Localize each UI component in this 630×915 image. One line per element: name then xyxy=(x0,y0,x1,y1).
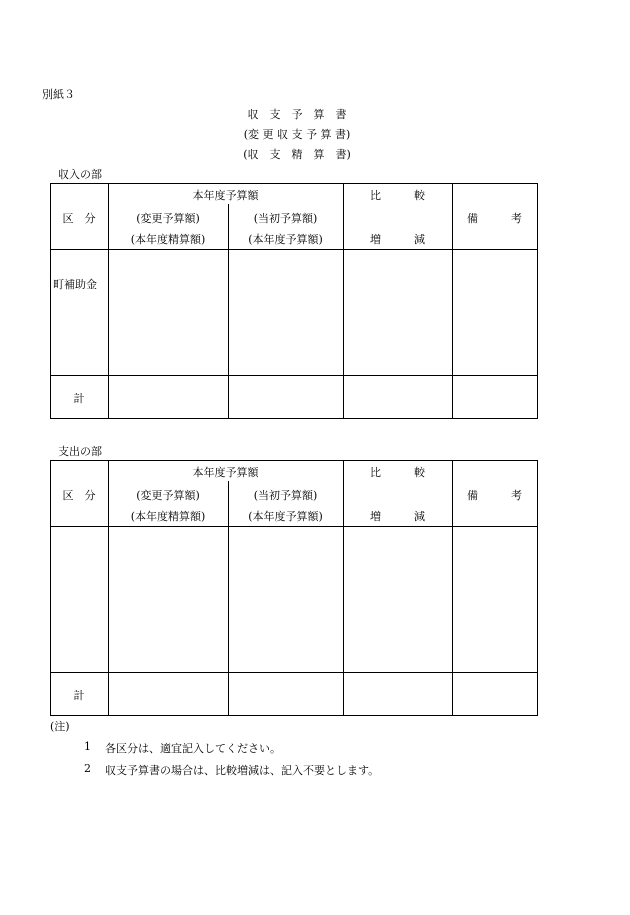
expense-category-header: 区 分 xyxy=(62,489,96,502)
note-1-text: 各区分は、適宜記入してください。 xyxy=(105,742,281,755)
expense-compare-line2: 増 減 xyxy=(370,510,425,523)
note-2-number: 2 xyxy=(84,762,91,775)
income-section-label: 収入の部 xyxy=(58,168,102,181)
expense-remarks-header: 備 考 xyxy=(467,489,522,502)
income-row-item: 町補助金 xyxy=(53,278,97,291)
expense-col1-line1: (変更予算額) xyxy=(136,489,200,502)
expense-budget-group-header: 本年度予算額 xyxy=(192,466,259,479)
title-main: 収 支 予 算 書 xyxy=(247,108,347,121)
expense-col1-line2: (本年度精算額) xyxy=(130,510,206,523)
income-col1-line1: (変更予算額) xyxy=(136,212,200,225)
expense-section-label: 支出の部 xyxy=(58,445,102,458)
expense-col2-line1: (当初予算額) xyxy=(253,489,318,502)
income-budget-group-header: 本年度予算額 xyxy=(192,189,259,202)
income-category-header: 区 分 xyxy=(62,212,96,225)
expense-compare-header: 比 較 xyxy=(370,466,425,479)
expense-total-label: 計 xyxy=(73,689,85,702)
income-remarks-header: 備 考 xyxy=(467,212,522,225)
income-col1-line2: (本年度精算額) xyxy=(130,233,206,246)
notes-heading: (注) xyxy=(50,720,70,733)
income-compare-line2: 増 減 xyxy=(370,233,425,246)
attachment-label: 別紙３ xyxy=(42,88,75,101)
expense-col2-line2: (本年度予算額) xyxy=(248,510,323,523)
note-1-number: 1 xyxy=(84,740,91,753)
income-col2-line2: (本年度予算額) xyxy=(248,233,323,246)
title-settlement: (収 支 精 算 書) xyxy=(243,148,351,161)
income-compare-header: 比 較 xyxy=(370,189,425,202)
note-2-text: 収支予算書の場合は、比較増減は、記入不要とします。 xyxy=(105,764,380,777)
income-total-label: 計 xyxy=(73,392,85,405)
title-change: (変 更 収 支 予 算 書) xyxy=(243,128,351,141)
income-col2-line1: (当初予算額) xyxy=(253,212,318,225)
